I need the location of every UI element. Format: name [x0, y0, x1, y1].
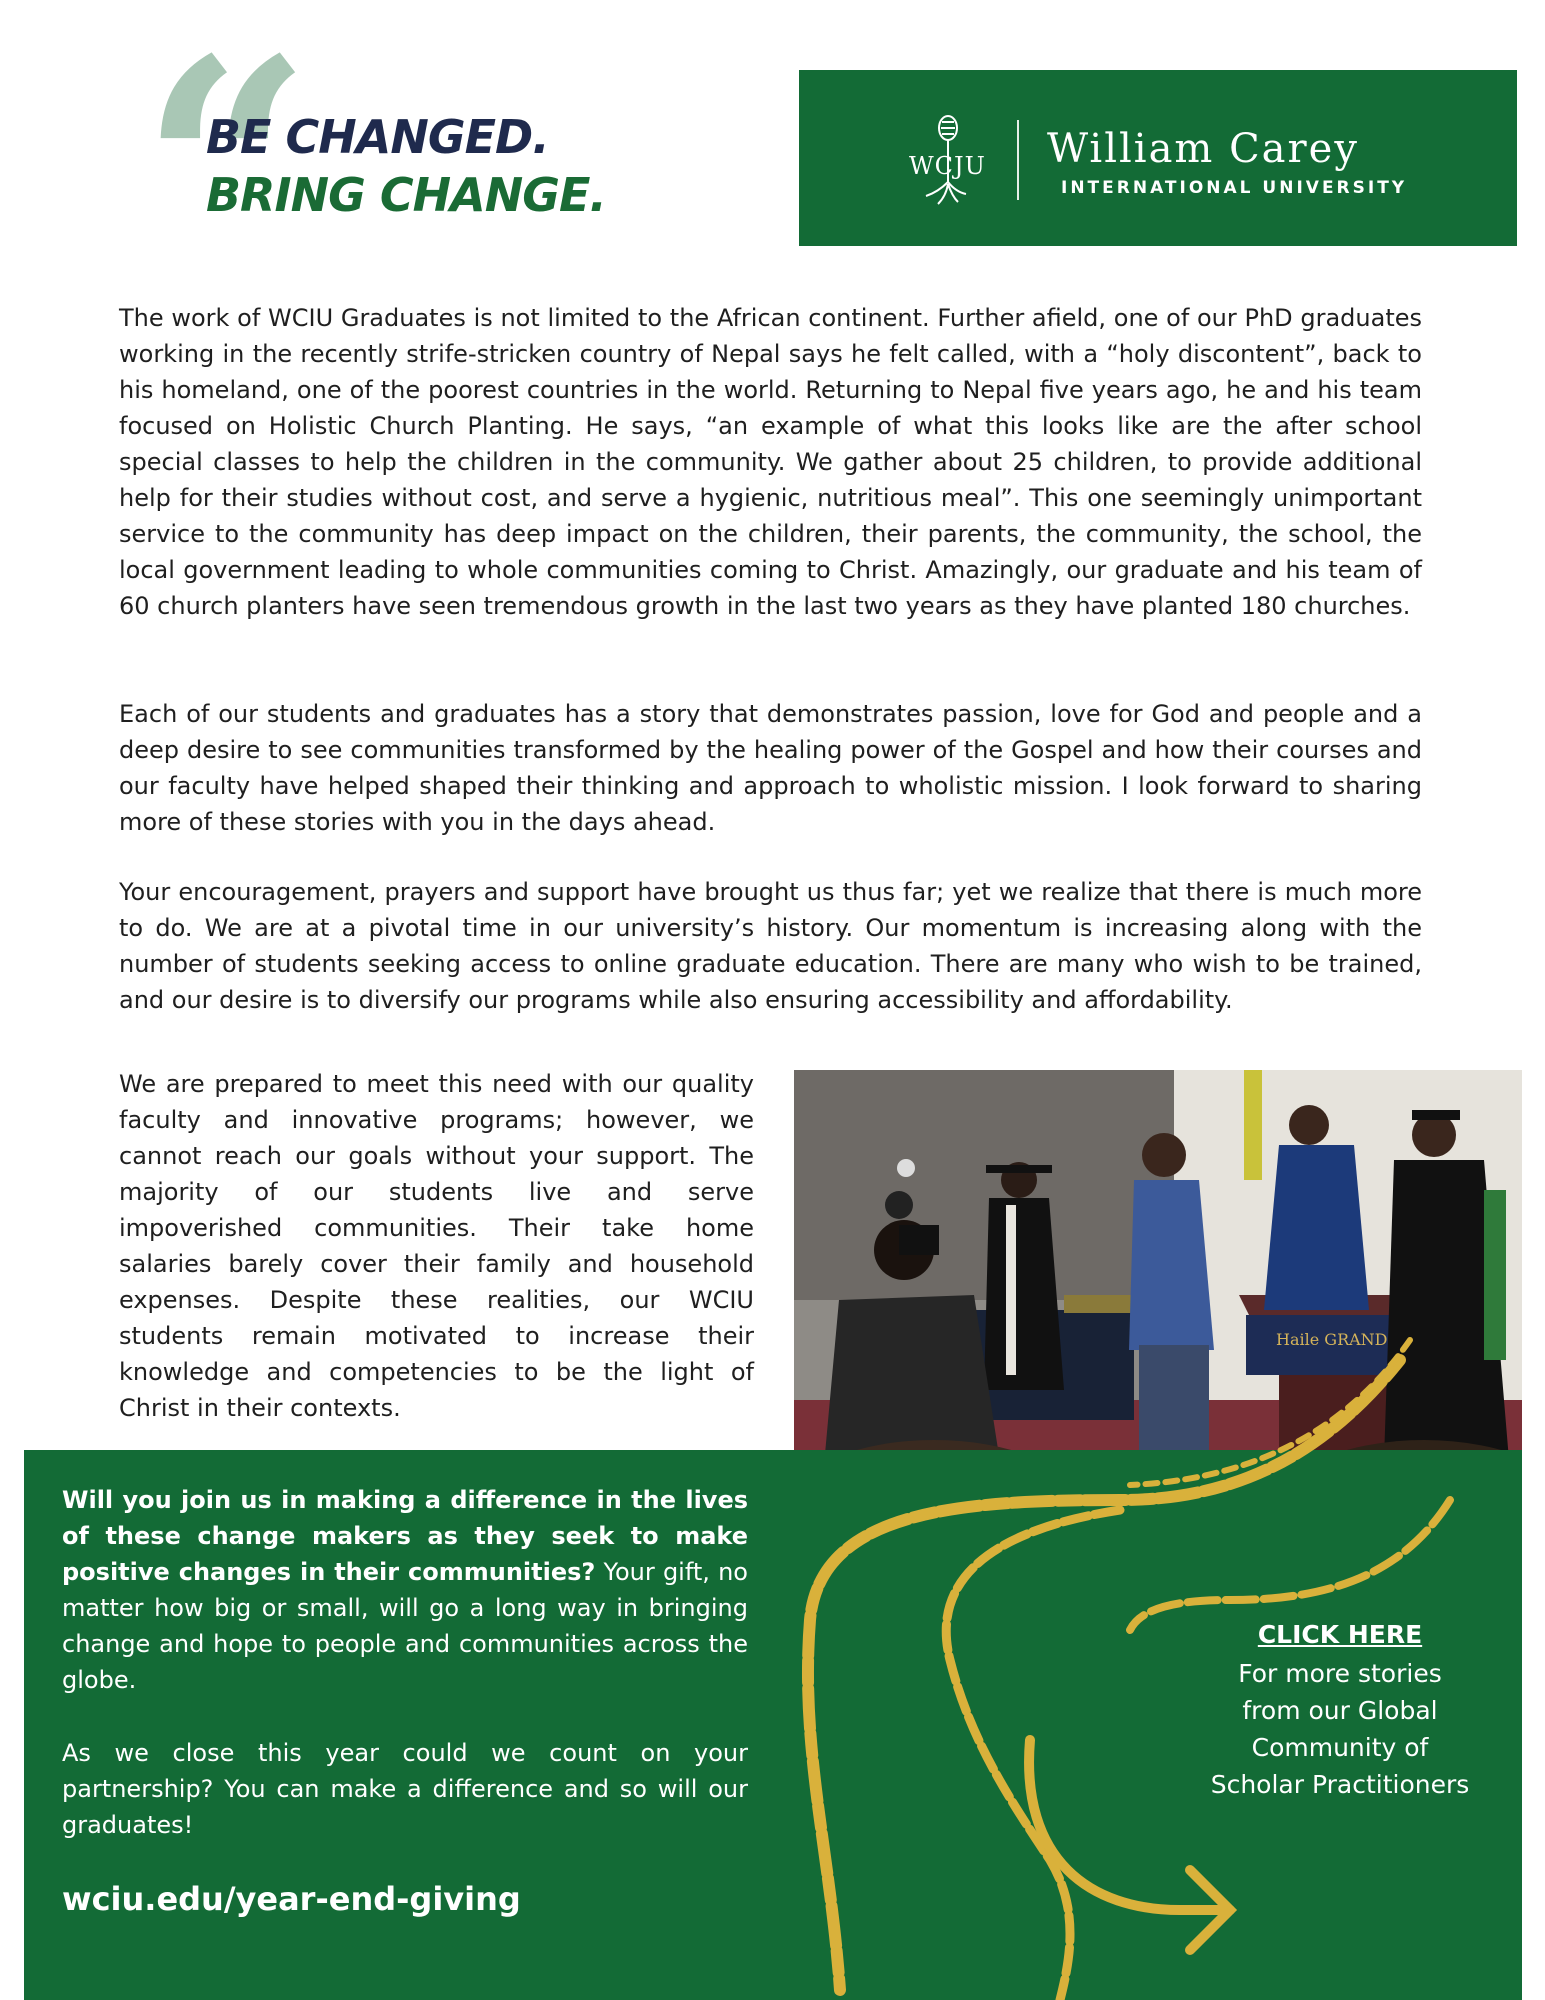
appeal-partnership: As we close this year could we count on your partnership? You can make a difference and so will our graduates!	[62, 1739, 748, 1839]
paragraph-nepal: The work of WCIU Graduates is not limited to the African continent. Further afield, one of our PhD graduates working in the recently strife-stricken country of Nepal says he felt called, with a “holy discontent”, back to his homeland, one of the poorest countries in the world. Returning to Nepal five years ago, he and his team focused on Holistic Church Planting. He says, “an example of what this looks like are the after school special classes to help the children in the community. We gather about 25 children, to provide additional help for their studies without cost, and serve a hygienic, nutritious meal”. This one seemingly unimportant service to the community has deep impact on the children, their parents, the community, the school, the local government leading to whole communities coming to Christ. Amazingly, our graduate and his team of 60 church planters have seen tremendous growth in the last two years as they have planted 180 churches.	[119, 304, 1422, 620]
quote-mark-icon: “	[140, 0, 283, 346]
podium-sign: Haile GRAND	[1276, 1330, 1388, 1349]
paragraph-prepared: We are prepared to meet this need with our quality faculty and innovative programs; however, we cannot reach our goals without your support. The majority of our students live and serve impoverished communities. Their take home salaries barely cover their family and household expenses. Despite these realities, our WCIU students remain motivated to increase their knowledge and competencies to be the light of Christ in their contexts.	[119, 1070, 754, 1422]
stories-cta	[1210, 1620, 1470, 1803]
logo-subtitle: INTERNATIONAL UNIVERSITY	[1061, 178, 1408, 198]
tagline-line-2: BRING CHANGE.	[206, 168, 606, 222]
logo-abbreviation: WCJU	[909, 152, 986, 180]
paragraph-encouragement: Your encouragement, prayers and support have brought us thus far; yet we realize that there is much more to do. We are at a pivotal time in our university’s history. Our momentum is increasing along with the number of students seeking access to online graduate education. There are many who wish to be trained, and our desire is to diversify our programs while also ensuring accessibility and affordability.	[119, 878, 1422, 1014]
appeal-body: Your gift, no matter how big or small, will go a long way in bringing change and hope to people and communities across the globe.	[62, 1558, 748, 1694]
donation-appeal	[62, 1482, 748, 1698]
paragraph-stories: Each of our students and graduates has a story that demonstrates passion, love for God and people and a deep desire to see communities transformed by the healing power of the Gospel and how their courses and our faculty have helped shaped their thinking and approach to wholistic mission. I look forward to sharing more of these stories with you in the days ahead.	[119, 700, 1422, 836]
logo-divider	[1017, 120, 1019, 200]
giving-link[interactable]: wciu.edu/year-end-giving	[62, 1880, 521, 1918]
cta-description: For more stories from our Global Community of Scholar Practitioners	[1210, 1659, 1470, 1799]
logo-name: William Carey	[1047, 126, 1359, 172]
tagline-line-1: BE CHANGED.	[206, 110, 549, 164]
click-here-link[interactable]: CLICK HERE	[1257, 1620, 1423, 1649]
appeal-question: Will you join us in making a difference in the lives of these change makers as they seek to make positive changes in their communities?	[62, 1486, 748, 1586]
tagline	[206, 108, 606, 224]
university-logo	[799, 70, 1517, 246]
